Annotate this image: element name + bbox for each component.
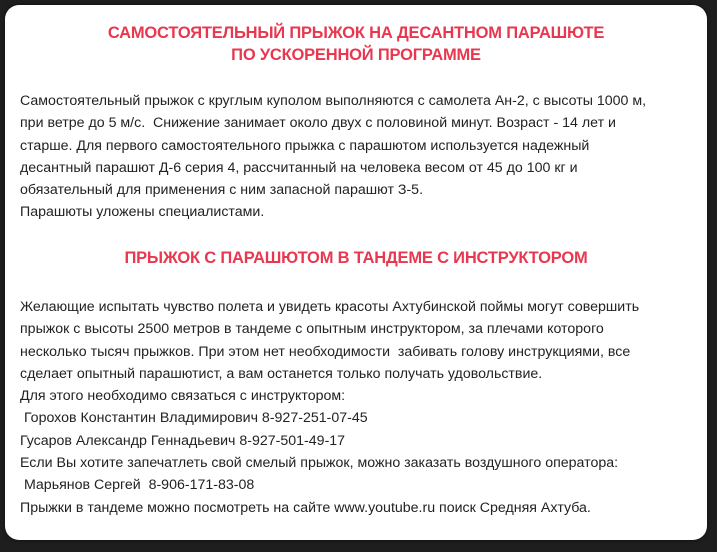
- text-line: старше. Для первого самостоятельного прыжка с парашютом используется надежный: [20, 137, 590, 154]
- operator-contact-maryanov: Марьянов Сергей 8-906-171-83-08: [20, 477, 255, 494]
- content-card: [5, 5, 707, 540]
- tandem-jump-description: [20, 296, 700, 519]
- text-line: Самостоятельный прыжок с круглым куполом выполняются с самолета Ан-2, с высоты 1000 м,: [20, 93, 647, 109]
- text-line: Для этого необходимо связаться с инструктором:: [20, 388, 346, 405]
- solo-jump-description: [20, 90, 700, 224]
- instructor-contact-gusarov: Гусаров Александр Геннадьевич 8-927-501-49-17: [20, 432, 346, 449]
- title-line: ПРЫЖОК С ПАРАШЮТОМ В ТАНДЕМЕ С ИНСТРУКТОРОМ: [124, 249, 588, 267]
- title-line: ПО УСКОРЕННОЙ ПРОГРАММЕ: [231, 46, 481, 64]
- text-line: Желающие испытать чувство полета и увидеть красоты Ахтубинской поймы могут совершить: [20, 299, 640, 315]
- text-line: десантный парашют Д-6 серия 4, рассчитанный на человека весом от 45 до 100 кг и: [20, 159, 578, 176]
- section-title-solo-jump: [5, 22, 707, 66]
- text-line: обязательный для применения с ним запасной парашют З-5.: [20, 182, 424, 199]
- text-line: Прыжки в тандеме можно посмотреть на сайте www.youtube.ru поиск Средняя Ахтуба.: [20, 499, 591, 516]
- instructor-contact-gorokhov: Горохов Константин Владимирович 8-927-251-07-45: [20, 410, 368, 427]
- text-line: сделает опытный парашютист, а вам останется только получать удовольствие.: [20, 365, 543, 382]
- section-title-tandem-jump: [5, 247, 707, 269]
- text-line: Парашюты уложены специалистами.: [20, 204, 265, 221]
- text-line: прыжок с высоты 2500 метров в тандеме с опытным инструктором, за плечами которого: [20, 321, 604, 338]
- text-line: при ветре до 5 м/с. Снижение занимает около двух с половиной минут. Возраст - 14 лет и: [20, 115, 616, 132]
- title-line: САМОСТОЯТЕЛЬНЫЙ ПРЫЖОК НА ДЕСАНТНОМ ПАРАШЮТЕ: [107, 24, 605, 42]
- text-line: несколько тысяч прыжков. При этом нет необходимости забивать голову инструкциями, все: [20, 343, 631, 360]
- text-line: Если Вы хотите запечатлеть свой смелый прыжок, можно заказать воздушного оператора:: [20, 455, 619, 472]
